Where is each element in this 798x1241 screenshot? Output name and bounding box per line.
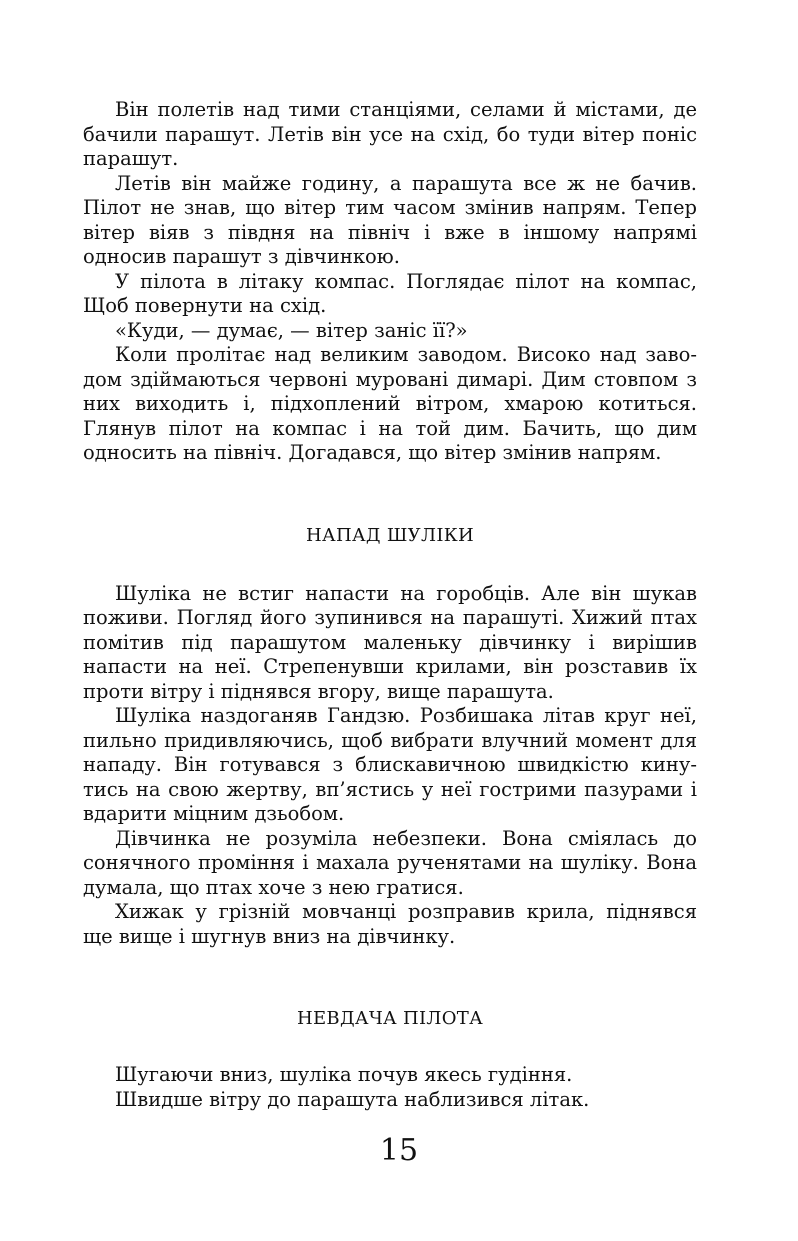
spacer	[83, 548, 697, 582]
paragraph: Швидше вітру до парашута наблизився літак.	[115, 1087, 590, 1111]
paragraph: Коли пролітає над великим заводом. Високо над заводом здіймаються червоні муровані димарі. Дим стовпом з них виходить і, підхоплений вітром, хмарою котиться. Глянув пілот на компас і на той дим. Бачить, що дим односить на північ. Догадався, що вітер змінив напрям.	[83, 343, 697, 464]
spacer	[83, 466, 697, 524]
spacer	[83, 1031, 697, 1063]
section-heading-nevdacha-pilota: НЕВДАЧА ПІЛОТА	[296, 1008, 484, 1029]
paragraph: Шуліка наздоганяв Гандзю. Розбишака літав круг неї, пильно придивляючись, щоб вибрати влучний момент для нападу. Він готувався з блискавичною швидкістю кинутись на свою жертву, вп’ястись у неї гострими пазурами і вдарити міцним дзьобом.	[83, 704, 697, 825]
section-3	[83, 1063, 697, 1112]
paragraph: «Куди, — думає, — вітер заніс її?»	[115, 318, 468, 342]
section-heading-napad-shuliky: НАПАД ШУЛІКИ	[306, 524, 474, 546]
paragraph: Шуліка не встиг напасти на горобців. Але він шукав поживи. Погляд його зупинився на парашуті. Хижий птах помітив під парашутом маленьку дівчинку і вирішив напасти на неї. Стрепенувши крилами, він розставив їх проти вітру і піднявся вгору, вище парашута.	[83, 581, 697, 703]
paragraph: Шугаючи вниз, шуліка почув якесь гудіння.	[115, 1063, 573, 1086]
paragraph: Він полетів над тими станціями, селами й містами, де бачили парашут. Летів він усе на схід, бо туди вітер поніс парашут.	[83, 98, 697, 170]
paragraph: Хижак у грізній мовчанці розправив крила, піднявся ще вище і шугнув вниз на дівчинку.	[83, 900, 697, 948]
page-number: 15	[379, 1133, 419, 1168]
paragraph: Летів він майже годину, а парашута все ж не бачив. Пілот не знав, що вітер тим часом змінив напрям. Тепер вітер віяв з півдня на північ і вже в іншому напрямі односив парашут з дівчинкою.	[83, 171, 697, 268]
paragraph: У пілота в літаку компас. Поглядає пілот на компас, Щоб повернути на схід.	[83, 269, 697, 317]
section-2	[83, 582, 697, 950]
paragraph: Дівчинка не розуміла небезпеки. Вона сміялась до сонячного проміння і махала рученятами на шуліку. Вона думала, що птах хоче з нею гратися.	[83, 826, 697, 899]
section-1	[83, 98, 697, 466]
page-body	[83, 98, 697, 1112]
spacer	[83, 949, 697, 1007]
